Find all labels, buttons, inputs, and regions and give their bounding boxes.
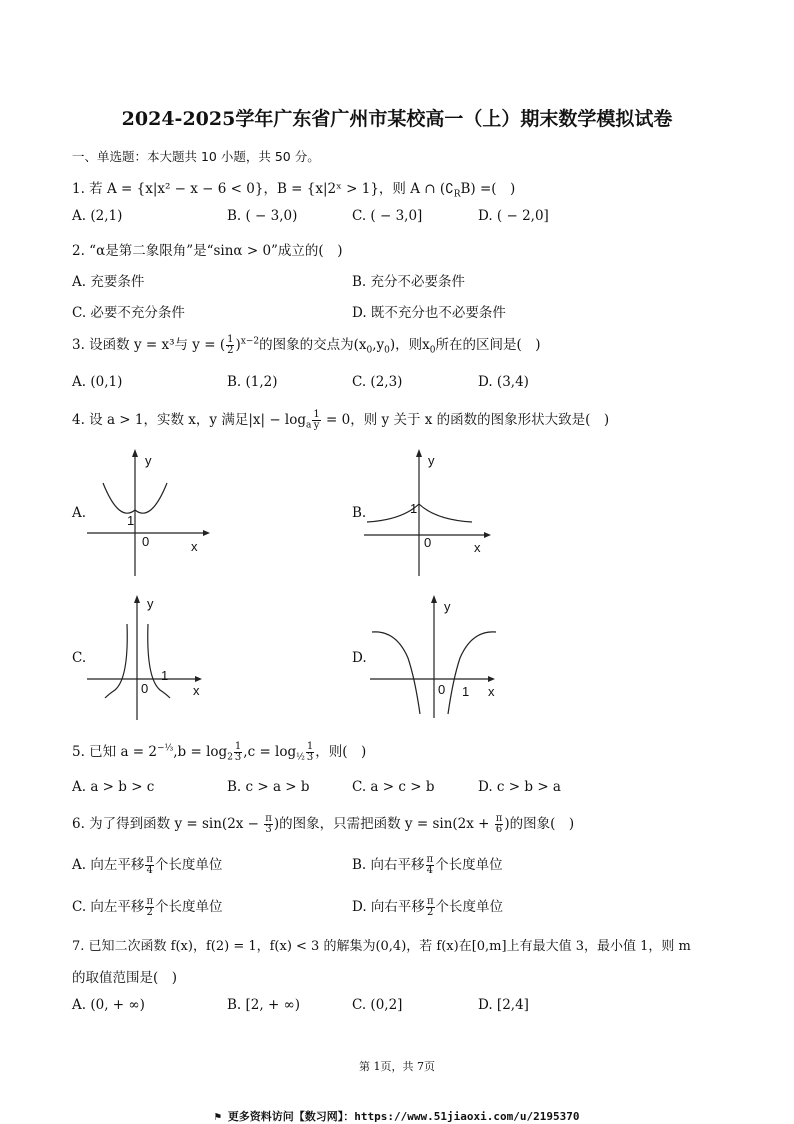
q3-option-c: C. (2,3) <box>352 374 403 390</box>
q1-set-a: A = {x|x² − x − 6 < 0} <box>106 181 264 197</box>
q4-option-a-label: A. <box>72 505 87 521</box>
q3-sub-y0: 0 <box>384 345 390 356</box>
q6-a-num: π <box>146 854 153 865</box>
graph-c-y-arrow-icon <box>134 595 140 603</box>
q1-ask-sub: R <box>453 189 461 200</box>
q3-sub-x0: 0 <box>366 345 373 356</box>
q3-part-f: 所在的区间是( ) <box>435 337 541 353</box>
q3-part-b: ) <box>235 337 241 353</box>
q4-part-b: = 0，则 y 关于 x 的函数的图象形状大致是( ) <box>321 412 610 428</box>
graph-c-right-curve <box>148 624 170 698</box>
graph-a-y-arrow-icon <box>132 449 138 457</box>
q6-a-frac <box>145 855 154 876</box>
q3-part-e: )，则x <box>389 337 430 353</box>
q5-option-b: B. c > a > b <box>227 779 310 795</box>
question-7-line-1: 7. 已知二次函数 f(x)，f(2) = 1，f(x) < 3 的解集为(0,4)，若 f(x)在[0,m]上有最大值 3，最小值 1，则 m <box>72 939 691 954</box>
q1-prefix: 1. 若 <box>72 181 107 197</box>
q6-d-post: 个长度单位 <box>435 899 504 915</box>
q3-sub-x0b: 0 <box>429 345 436 356</box>
q6-part-b: )的图象，只需把函数 y = sin(2x + <box>273 816 494 832</box>
graph-c-origin: 0 <box>141 681 149 696</box>
q7-option-d: D. [2,4] <box>478 997 529 1013</box>
q6-a-pre: A. 向左平移 <box>72 857 145 873</box>
graph-a-x-label: x <box>191 539 198 554</box>
graph-a <box>85 448 215 578</box>
q6-d-frac <box>426 897 435 918</box>
q4-part-a: 4. 设 a > 1，实数 x，y 满足|x| − log <box>72 412 307 428</box>
graph-d-x-arrow-icon <box>488 676 495 682</box>
section-heading: 一、单选题：本大题共 10 小题，共 50 分。 <box>72 149 320 164</box>
question-7-line-2: 的取值范围是( ) <box>72 970 178 986</box>
q5-frac-b-den: 3 <box>234 752 242 763</box>
graph-c-x-label: x <box>193 683 200 698</box>
graph-c-one: 1 <box>161 668 169 683</box>
q3-frac-num: 1 <box>227 334 234 345</box>
resource-link-text[interactable]: 更多资料访问【数习网】：https://www.51jiaoxi.com/u/2195370 <box>227 1110 580 1123</box>
q3-exponent: x−2 <box>240 336 260 347</box>
q6-b-pre: B. 向右平移 <box>352 857 425 873</box>
q6-b-post: 个长度单位 <box>435 857 503 873</box>
graph-a-y-label: y <box>145 453 152 468</box>
q1-option-c: C. ( − 3,0] <box>352 208 423 224</box>
q6-c-num: π <box>146 896 154 907</box>
q3-part-d: ,y <box>372 337 385 353</box>
q1-sep: ， <box>263 181 277 197</box>
q4-option-c-label: C. <box>72 650 87 666</box>
graph-c-y-label: y <box>147 596 154 611</box>
graph-d-y-arrow-icon <box>431 595 437 603</box>
q5-part-b: ,b = log <box>173 744 228 760</box>
q5-option-d: D. c > b > a <box>478 779 561 795</box>
graph-d-right-curve <box>448 632 496 714</box>
q3-part-a: 3. 设函数 y = x³与 y = ( <box>72 337 226 353</box>
q7-option-b: B. [2, + ∞) <box>227 997 301 1013</box>
q3-option-b: B. (1,2) <box>227 374 278 390</box>
q7-option-c: C. (0,2] <box>352 997 403 1013</box>
q5-exponent: −⅓ <box>157 743 174 754</box>
graph-b-x-label: x <box>474 540 481 555</box>
q2-option-a: A. 充要条件 <box>72 274 145 290</box>
graph-b-origin: 0 <box>424 535 432 550</box>
graph-a-one: 1 <box>127 513 135 528</box>
q6-b-frac <box>426 855 435 876</box>
q5-part-c: ,c = log <box>243 744 297 760</box>
graph-c-x-arrow-icon <box>195 676 202 682</box>
q6-f1-num: π <box>265 813 272 824</box>
q5-option-a: A. a > b > c <box>72 779 155 795</box>
question-5-stem <box>72 740 366 763</box>
q1-set-b: B = {x|2ˣ > 1} <box>276 181 379 197</box>
q5-log-base-c: ½ <box>296 752 305 763</box>
q1-option-a: A. (2,1) <box>72 208 123 224</box>
q6-f2-num: π <box>495 813 503 824</box>
graph-b-x-arrow-icon <box>484 532 491 538</box>
graph-b <box>362 448 497 578</box>
q5-frac-c-den: 3 <box>306 752 314 763</box>
q5-part-d: ，则( ) <box>315 744 367 760</box>
graph-d-one: 1 <box>462 684 470 699</box>
q1-ask: ，则 A ∩ (∁ <box>378 181 454 197</box>
q6-part-a: 6. 为了得到函数 y = sin(2x − <box>72 816 264 832</box>
graph-d-y-label: y <box>444 599 451 614</box>
flag-icon: ⚑ <box>214 1110 222 1123</box>
q1-ask-end: B) =( ) <box>460 181 516 197</box>
q4-option-d-label: D. <box>352 650 367 666</box>
graph-b-y-arrow-icon <box>416 449 422 457</box>
q6-f2-den: 6 <box>495 824 503 835</box>
q6-b-den: 4 <box>426 865 433 876</box>
graph-a-x-arrow-icon <box>203 530 210 536</box>
q4-frac-den: y <box>313 420 320 431</box>
q5-log-base-b: 2 <box>227 752 233 763</box>
question-2-stem: 2. “α是第二象限角”是“sinα > 0”成立的( ) <box>72 243 343 259</box>
q5-fraction-c <box>306 742 314 763</box>
q6-option-d <box>352 895 503 918</box>
graph-b-y-label: y <box>428 453 435 468</box>
page-footer: 第 1页，共 7页 <box>359 1060 435 1073</box>
q6-option-b <box>352 853 503 876</box>
q3-frac-den: 2 <box>227 345 234 356</box>
q4-option-b-label: B. <box>352 505 367 521</box>
q3-option-d: D. (3,4) <box>478 374 529 390</box>
q4-fraction <box>312 410 320 431</box>
graph-d-x-label: x <box>488 684 495 699</box>
q5-fraction-b <box>234 742 242 763</box>
graph-c-left-curve <box>105 624 127 698</box>
q5-frac-b-num: 1 <box>234 741 242 752</box>
q5-option-c: C. a > c > b <box>352 779 435 795</box>
q1-option-b: B. ( − 3,0) <box>227 208 298 224</box>
q3-part-c: 的图象的交点为(x <box>259 337 367 353</box>
q6-a-post: 个长度单位 <box>154 857 223 873</box>
q6-c-post: 个长度单位 <box>155 899 223 915</box>
q2-option-c: C. 必要不充分条件 <box>72 305 185 321</box>
question-3-stem <box>72 333 541 356</box>
q4-log-base: a <box>306 420 312 431</box>
q7-option-a: A. (0, + ∞) <box>72 997 145 1013</box>
q6-c-den: 2 <box>146 907 153 918</box>
q3-option-a: A. (0,1) <box>72 374 123 390</box>
q6-option-a <box>72 853 222 876</box>
q2-option-d: D. 既不充分也不必要条件 <box>352 305 506 321</box>
q3-fraction <box>226 335 234 356</box>
q5-frac-c-num: 1 <box>306 741 314 752</box>
q6-option-c <box>72 895 223 918</box>
graph-a-origin: 0 <box>142 534 150 549</box>
q6-d-num: π <box>426 896 434 907</box>
q6-fraction-1 <box>264 814 273 835</box>
q6-c-pre: C. 向左平移 <box>72 899 145 915</box>
q6-c-frac <box>145 897 154 918</box>
q6-fraction-2 <box>495 814 504 835</box>
q2-option-b: B. 充分不必要条件 <box>352 274 466 290</box>
graph-d-origin: 0 <box>438 682 446 697</box>
q5-part-a: 5. 已知 a = 2 <box>72 744 157 760</box>
resource-link[interactable] <box>0 1108 794 1124</box>
q6-part-c: )的图象( ) <box>504 816 575 832</box>
question-6-stem <box>72 812 574 835</box>
q6-a-den: 4 <box>146 865 153 876</box>
question-4-stem <box>72 408 609 431</box>
graph-b-one: 1 <box>410 501 418 516</box>
graph-c <box>85 594 215 722</box>
q6-d-den: 2 <box>427 907 434 918</box>
q1-option-d: D. ( − 2,0] <box>478 208 549 224</box>
q4-frac-num: 1 <box>313 409 320 420</box>
graph-d-left-curve <box>372 632 420 714</box>
page-title: 2024-2025学年广东省广州市某校高一（上）期末数学模拟试卷 <box>121 108 673 130</box>
graph-d <box>368 594 503 722</box>
q6-d-pre: D. 向右平移 <box>352 899 425 915</box>
q6-b-num: π <box>426 854 434 865</box>
q6-f1-den: 3 <box>265 824 272 835</box>
question-1-stem <box>72 177 515 200</box>
